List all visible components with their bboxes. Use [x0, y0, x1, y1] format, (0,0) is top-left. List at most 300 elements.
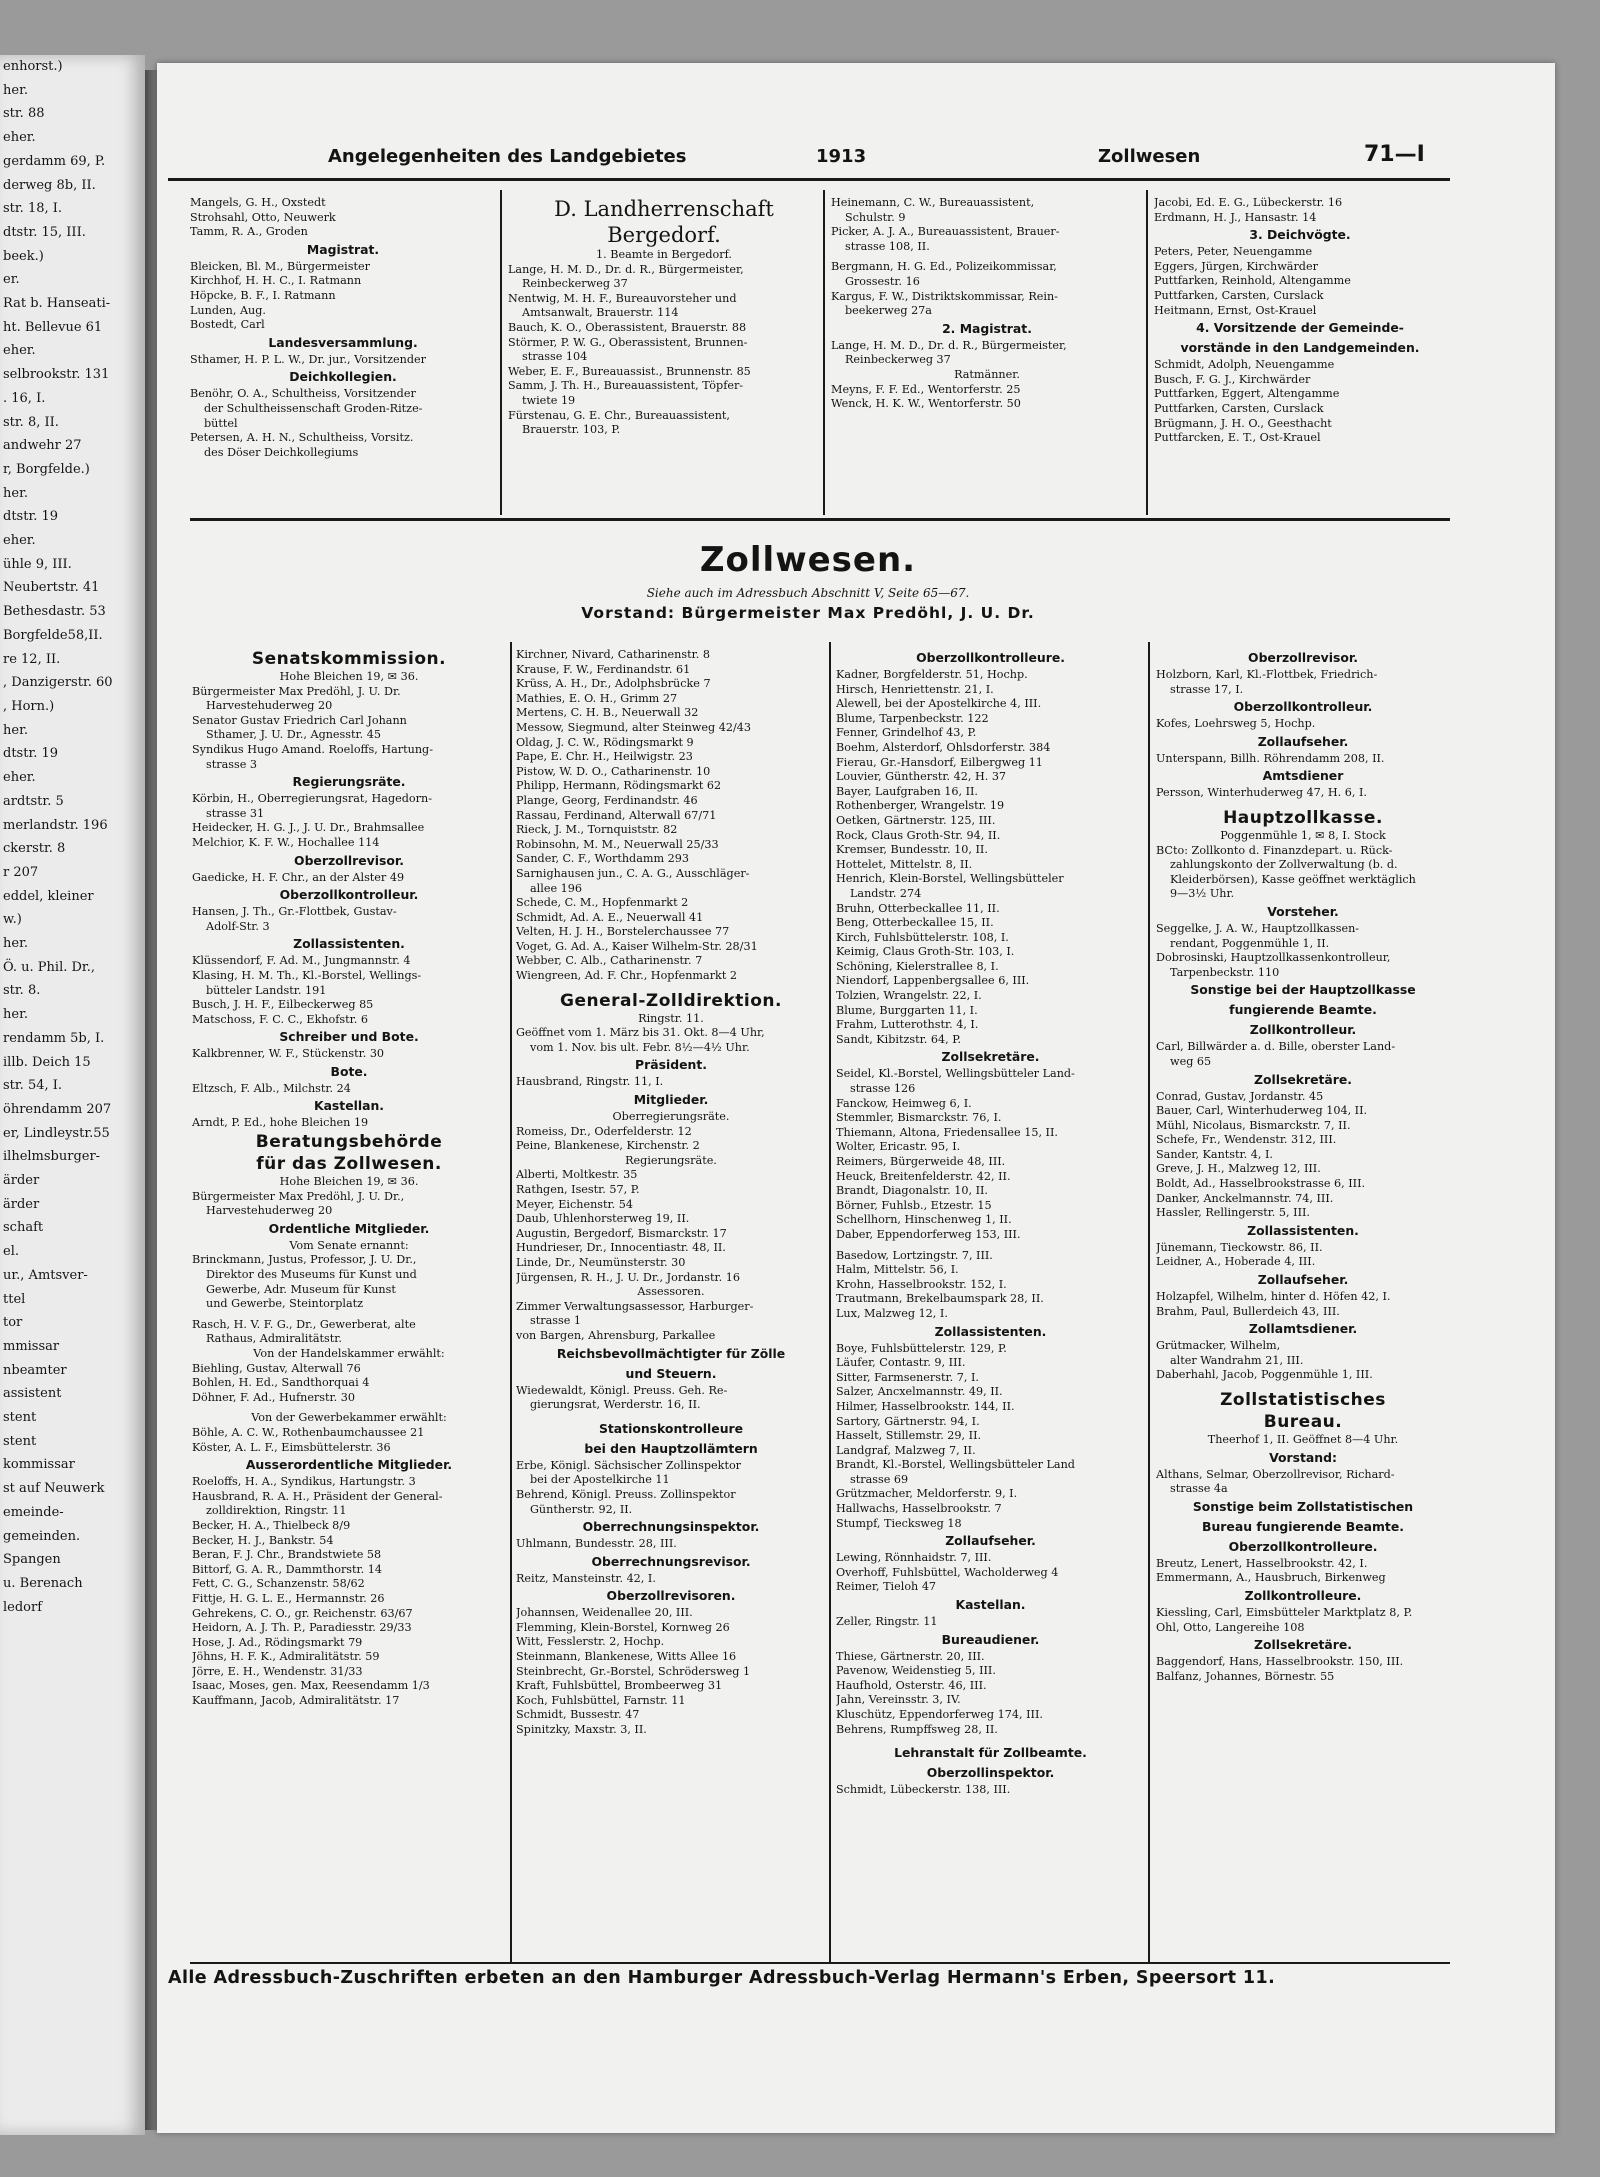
facing-page-line: assistent	[3, 1386, 62, 1402]
directory-entry: Hansen, J. Th., Gr.-Flottbek, Gustav-	[192, 905, 397, 919]
directory-entry: Becker, H. A., Thielbeck 8/9	[192, 1518, 351, 1532]
facing-page-fragment	[0, 55, 145, 2135]
directory-entry: Sander, C. F., Worthdamm 293	[516, 852, 689, 866]
centered-note: Theerhof 1, II. Geöffnet 8—4 Uhr.	[1207, 1433, 1399, 1446]
directory-entry: Sander, Kantstr. 4, I.	[1156, 1147, 1273, 1161]
directory-entry: Ohl, Otto, Langereihe 108	[1156, 1620, 1305, 1634]
subsection-heading: Oberzollrevisor.	[1248, 650, 1358, 665]
directory-entry: Velten, H. J. H., Borstelerchaussee 77	[516, 925, 730, 939]
facing-page-line: w.)	[3, 912, 22, 928]
directory-entry: Jünemann, Tieckowstr. 86, II.	[1156, 1240, 1323, 1254]
directory-entry: Daberhahl, Jacob, Poggenmühle 1, III.	[1156, 1368, 1373, 1382]
directory-entry: Schmidt, Ad. A. E., Neuerwall 41	[516, 910, 704, 924]
centered-note: Von der Gewerbekammer erwählt:	[251, 1411, 447, 1425]
directory-entry: Johannsen, Weidenallee 20, III.	[516, 1606, 693, 1620]
subsection-heading: Bureaudiener.	[941, 1631, 1040, 1647]
directory-entry: Blume, Tarpenbeckstr. 122	[836, 711, 989, 725]
directory-entry: Eltzsch, F. Alb., Milchstr. 24	[192, 1081, 351, 1095]
facing-page-line: eher.	[3, 130, 36, 146]
subsection-heading: vorstände in den Landgemeinden.	[1180, 340, 1420, 356]
directory-entry: Puttfarken, Carsten, Curslack	[1154, 401, 1324, 415]
bottom-column-3	[836, 648, 1145, 1960]
facing-page-line: rendamm 5b, I.	[3, 1030, 105, 1046]
directory-entry: Busch, J. H. F., Eilbeckerweg 85	[192, 998, 374, 1012]
directory-entry: Bauer, Carl, Winterhuderweg 104, II.	[1156, 1104, 1368, 1118]
directory-entry: von Bargen, Ahrensburg, Parkallee	[516, 1328, 716, 1342]
directory-entry: Bergmann, H. G. Ed., Polizeikommissar,	[831, 260, 1057, 274]
directory-entry: Emmermann, A., Hausbruch, Birkenweg	[1156, 1571, 1386, 1585]
directory-entry: Keimig, Claus Groth-Str. 103, I.	[836, 945, 1015, 959]
directory-entry: Henrich, Klein-Borstel, Wellingsbütteler	[836, 872, 1064, 886]
directory-entry: Koch, Fuhlsbüttel, Farnstr. 11	[516, 1693, 686, 1707]
directory-entry: Wiedewaldt, Königl. Preuss. Geh. Re-	[516, 1383, 728, 1397]
directory-entry: Fierau, Gr.-Hansdorf, Eilbergweg 11	[836, 755, 1043, 769]
directory-entry: Lewing, Rönnhaidstr. 7, III.	[836, 1551, 992, 1565]
subsection-heading: Oberzollkontrolleure.	[1228, 1538, 1378, 1554]
directory-entry: Hundrieser, Dr., Innocentiastr. 48, II.	[516, 1241, 726, 1255]
facing-page-line: str. 18, I.	[3, 201, 63, 217]
facing-page-line: schaft	[3, 1220, 44, 1236]
facing-page-line: ht. Bellevue 61	[3, 319, 103, 335]
facing-page-line: derweg 8b, II.	[3, 177, 96, 193]
subsection-heading: Ordentliche Mitglieder.	[268, 1220, 430, 1236]
directory-entry: Höpcke, B. F., I. Ratmann	[190, 288, 336, 302]
publisher-footer: Alle Adressbuch-Zuschriften erbeten an den Hamburger Adressbuch-Verlag Hermann's Erben, Speersort 11.	[168, 1968, 1276, 1988]
facing-page-line: gemeinden.	[3, 1528, 81, 1544]
directory-entry: Senator Gustav Friedrich Carl Johann	[192, 713, 407, 727]
directory-entry: Kargus, F. W., Distriktskommissar, Rein-	[831, 289, 1058, 303]
directory-entry: Erbe, Königl. Sächsischer Zollinspektor	[516, 1458, 742, 1472]
column-divider	[1148, 642, 1150, 1962]
directory-entry: Samm, J. Th. H., Bureauassistent, Töpfer-	[508, 379, 744, 393]
subsection-heading: bei den Hauptzollämtern	[584, 1440, 758, 1456]
directory-entry: Tamm, R. A., Groden	[190, 225, 308, 239]
directory-entry: Wolter, Ericastr. 95, I.	[836, 1140, 961, 1154]
directory-entry: Conrad, Gustav, Jordanstr. 45	[1156, 1089, 1324, 1103]
directory-entry: Hallwachs, Hasselbrookstr. 7	[836, 1502, 1002, 1516]
directory-entry: Hasselt, Stillemstr. 29, II.	[836, 1429, 982, 1443]
centered-note: 1. Beamte in Bergedorf.	[596, 248, 732, 261]
directory-entry: Witt, Fesslerstr. 2, Hochp.	[516, 1635, 665, 1649]
directory-entry: Grossestr. 16	[845, 274, 920, 288]
directory-entry: Brahm, Paul, Bullerdeich 43, III.	[1156, 1304, 1340, 1318]
subsection-heading: Oberzollrevisoren.	[606, 1588, 736, 1604]
directory-entry: Brandt, Diagonalstr. 10, II.	[836, 1184, 988, 1198]
subsection-heading: Zollsekretäre.	[1253, 1637, 1353, 1653]
facing-page-line: dtstr. 19	[3, 509, 59, 525]
facing-page-line: nbeamter	[3, 1362, 67, 1378]
facing-page-line: , Danzigerstr. 60	[3, 675, 113, 691]
top-column-4	[1154, 196, 1446, 518]
directory-entry: Mangels, G. H., Oxstedt	[190, 196, 326, 209]
directory-entry: Puttfarken, Reinhold, Altengamme	[1154, 274, 1351, 288]
bottom-column-4	[1156, 648, 1450, 1960]
directory-entry: Schefe, Fr., Wendenstr. 312, III.	[1156, 1133, 1337, 1147]
directory-entry: Bruhn, Otterbeckallee 11, II.	[836, 901, 1000, 915]
subsection-heading: Zollamtsdiener.	[1248, 1321, 1358, 1337]
directory-entry: Behrens, Rumpffsweg 28, II.	[836, 1722, 998, 1736]
facing-page-line: andwehr 27	[3, 438, 82, 454]
directory-entry: Oetken, Gärtnerstr. 125, III.	[836, 813, 996, 827]
directory-entry: Petersen, A. H. N., Schultheiss, Vorsitz.	[190, 431, 414, 445]
facing-page-line: mmissar	[3, 1338, 60, 1354]
facing-page-line: ledorf	[3, 1599, 43, 1615]
directory-entry: Persson, Winterhuderweg 47, H. 6, I.	[1156, 786, 1367, 800]
directory-entry: Sartory, Gärtnerstr. 94, I.	[836, 1414, 980, 1428]
subsection-heading: Zollaufseher.	[1257, 1272, 1349, 1288]
directory-entry: Stumpf, Tiecksweg 18	[836, 1516, 962, 1530]
directory-entry: Harvestehuderweg 20	[206, 699, 333, 713]
directory-entry: der Schultheissenschaft Groden-Ritze-	[204, 401, 423, 415]
centered-note: Poggenmühle 1, ✉ 8, I. Stock	[1220, 828, 1386, 842]
directory-entry: Rassau, Ferdinand, Alterwall 67/71	[516, 808, 717, 822]
directory-entry: des Döser Deichkollegiums	[204, 445, 359, 459]
directory-entry: Sthamer, H. P. L. W., Dr. jur., Vorsitzender	[190, 352, 426, 366]
directory-entry: Köster, A. L. F., Eimsbüttelerstr. 36	[192, 1440, 391, 1454]
directory-entry: Klüssendorf, F. Ad. M., Jungmannstr. 4	[192, 954, 411, 968]
centered-note: Ratmänner.	[954, 367, 1020, 381]
directory-entry: Krohn, Hasselbrookstr. 152, I.	[836, 1277, 1007, 1291]
directory-entry: Läufer, Contastr. 9, III.	[836, 1356, 966, 1370]
directory-entry: Heidecker, H. G. J., J. U. Dr., Brahmsallee	[192, 821, 425, 835]
directory-entry: Grützmacher, Meldorferstr. 9, I.	[836, 1487, 1018, 1501]
directory-entry: Boye, Fuhlsbüttelerstr. 129, P.	[836, 1341, 1007, 1355]
directory-entry: Klasing, H. M. Th., Kl.-Borstel, Wellings-	[192, 968, 422, 982]
facing-page-line: re 12, II.	[3, 651, 61, 667]
directory-entry: Alberti, Moltkestr. 35	[516, 1168, 638, 1182]
directory-entry: Linde, Dr., Neumünsterstr. 30	[516, 1255, 686, 1269]
centered-note: Ringstr. 11.	[638, 1011, 704, 1025]
directory-entry: Gehrekens, C. O., gr. Reichenstr. 63/67	[192, 1606, 413, 1620]
directory-entry: Kremser, Bundesstr. 10, II.	[836, 843, 988, 857]
directory-entry: Nentwig, M. H. F., Bureauvorsteher und	[508, 291, 737, 305]
facing-page-line: ärder	[3, 1196, 40, 1212]
directory-entry: Mühl, Nicolaus, Bismarckstr. 7, II.	[1156, 1118, 1351, 1132]
directory-entry: Hottelet, Mittelstr. 8, II.	[836, 857, 973, 871]
directory-entry: Uhlmann, Bundesstr. 28, III.	[516, 1537, 677, 1551]
directory-entry: Schede, C. M., Hopfenmarkt 2	[516, 896, 689, 910]
centered-note: Vom Senate ernannt:	[289, 1238, 409, 1252]
directory-entry: Weber, E. F., Bureauassist., Brunnenstr. 85	[508, 364, 751, 378]
directory-entry: Trautmann, Brekelbaumspark 28, II.	[836, 1292, 1044, 1306]
directory-entry: Behrend, Königl. Preuss. Zollinspektor	[516, 1487, 736, 1501]
district-heading: Bergedorf.	[607, 223, 721, 247]
directory-entry: Stemmler, Bismarckstr. 76, I.	[836, 1111, 1002, 1125]
directory-entry: Greve, J. H., Malzweg 12, III.	[1156, 1162, 1321, 1176]
facing-page-line: stent	[3, 1410, 37, 1426]
directory-entry: Rathaus, Admiralitätstr.	[206, 1332, 342, 1346]
head-rule	[168, 178, 1450, 181]
directory-entry: Schellhorn, Hinschenweg 1, II.	[836, 1213, 1012, 1227]
directory-entry: Louvier, Güntherstr. 42, H. 37	[836, 770, 1007, 784]
directory-entry: Güntherstr. 92, II.	[530, 1502, 633, 1516]
directory-entry: Erdmann, H. J., Hansastr. 14	[1154, 210, 1317, 224]
subsection-heading: Bote.	[330, 1063, 368, 1079]
directory-entry: Krause, F. W., Ferdinandstr. 61	[516, 662, 691, 676]
subsection-heading: Präsident.	[635, 1057, 707, 1073]
subsection-heading: Vorstand:	[1269, 1449, 1337, 1465]
section-title: Zollwesen.	[699, 540, 917, 580]
directory-entry: Fürstenau, G. E. Chr., Bureauassistent,	[508, 408, 730, 422]
centered-note: Regierungsräte.	[625, 1153, 717, 1167]
directory-entry: Frahm, Lutterothstr. 4, I.	[836, 1018, 979, 1032]
facing-page-line: str. 54, I.	[3, 1078, 63, 1094]
directory-entry: Syndikus Hugo Amand. Roeloffs, Hartung-	[192, 742, 433, 756]
subsection-heading: Zollkontrolleur.	[1249, 1022, 1357, 1038]
directory-entry: Becker, H. J., Bankstr. 54	[192, 1533, 334, 1547]
subsection-heading: Oberzollinspektor.	[926, 1765, 1055, 1781]
directory-entry: Fenner, Grindelhof 43, P.	[836, 726, 977, 740]
subsection-heading: Ausserordentliche Mitglieder.	[245, 1457, 453, 1473]
directory-entry: Fett, C. G., Schanzenstr. 58/62	[192, 1577, 365, 1591]
facing-page-line: her.	[3, 485, 28, 501]
directory-entry: Reitz, Mansteinstr. 42, I.	[516, 1571, 656, 1585]
directory-entry: Strohsahl, Otto, Neuwerk	[190, 210, 336, 224]
directory-entry: Basedow, Lortzingstr. 7, III.	[836, 1248, 993, 1262]
directory-entry: Bürgermeister Max Predöhl, J. U. Dr.,	[192, 1189, 405, 1203]
directory-entry: zahlungskonto der Zollverwaltung (b. d.	[1170, 858, 1398, 872]
directory-entry: Hausbrand, Ringstr. 11, I.	[516, 1075, 664, 1089]
directory-entry: Sarnighausen jun., C. A. G., Ausschläger-	[516, 866, 750, 880]
directory-entry: büttel	[204, 416, 238, 430]
directory-entry: Holzborn, Karl, Kl.-Flottbek, Friedrich-	[1156, 668, 1378, 681]
facing-page-line: enhorst.)	[3, 59, 63, 74]
facing-page-line: st auf Neuwerk	[3, 1481, 105, 1497]
facing-page-line: dtstr. 19	[3, 746, 59, 762]
directory-entry: Pistow, W. D. O., Catharinenstr. 10	[516, 764, 711, 778]
directory-entry: Heitmann, Ernst, Ost-Krauel	[1154, 303, 1317, 317]
facing-page-line: u. Berenach	[3, 1576, 83, 1591]
directory-entry: Reinbeckerweg 37	[845, 353, 951, 367]
directory-entry: Melchior, K. F. W., Hochallee 114	[192, 835, 380, 849]
top-column-3	[831, 196, 1143, 518]
directory-entry: Kirchner, Nivard, Catharinenstr. 8	[516, 648, 710, 661]
directory-entry: strasse 126	[850, 1082, 916, 1096]
facing-page-line: ur., Amtsver-	[3, 1267, 88, 1283]
directory-entry: Zeller, Ringstr. 11	[836, 1615, 938, 1629]
facing-page-line: beek.)	[3, 248, 44, 264]
directory-entry: Balfanz, Johannes, Börnestr. 55	[1156, 1669, 1335, 1683]
directory-entry: Blume, Burggarten 11, I.	[836, 1003, 978, 1017]
facing-page-line: dtstr. 15, III.	[3, 224, 86, 240]
directory-entry: Breutz, Lenert, Hasselbrookstr. 42, I.	[1156, 1556, 1368, 1570]
directory-entry: Webber, C. Alb., Catharinenstr. 7	[516, 954, 703, 968]
subsection-heading: Magistrat.	[306, 241, 380, 257]
facing-page-line: ckerstr. 8	[3, 841, 66, 857]
directory-entry: Roeloffs, H. A., Syndikus, Hartungstr. 3	[192, 1475, 416, 1489]
top-column-2	[508, 196, 820, 518]
directory-entry: Schöning, Kielerstrallee 8, I.	[836, 959, 999, 973]
directory-entry: Haufhold, Osterstr. 46, III.	[836, 1678, 987, 1692]
directory-entry: Brügmann, J. H. O., Geesthacht	[1154, 416, 1332, 430]
facing-page-line: er.	[3, 272, 20, 288]
directory-entry: Eggers, Jürgen, Kirchwärder	[1154, 259, 1318, 273]
directory-entry: strasse 1	[530, 1314, 582, 1328]
facing-page-line: ilhelmsburger-	[3, 1149, 101, 1165]
directory-entry: Flemming, Klein-Borstel, Kornweg 26	[516, 1620, 730, 1634]
directory-entry: Kirchhof, H. H. C., I. Ratmann	[190, 274, 362, 288]
directory-entry: Brandt, Kl.-Borstel, Wellingsbütteler Land	[836, 1458, 1075, 1472]
subsection-heading: Oberzollkontrolleur.	[279, 887, 419, 903]
directory-entry: Halm, Mittelstr. 56, I.	[836, 1263, 959, 1277]
directory-entry: Bittorf, G. A. R., Dammthorstr. 14	[192, 1562, 383, 1576]
subsection-heading: Amtsdiener	[1262, 768, 1344, 784]
subsection-heading: Landesversammlung.	[268, 334, 418, 350]
book-gutter	[145, 70, 157, 2130]
directory-entry: Lunden, Aug.	[190, 303, 266, 317]
directory-entry: Landstr. 274	[850, 886, 922, 900]
subsection-heading: Zollsekretäre.	[941, 1049, 1040, 1065]
facing-page-line: Rat b. Hanseati-	[3, 296, 111, 312]
column-divider	[500, 190, 502, 515]
subsection-heading: Zollassistenten.	[293, 936, 405, 952]
subsection-heading: Zollassistenten.	[934, 1323, 1047, 1339]
directory-entry: Harvestehuderweg 20	[206, 1204, 333, 1218]
directory-entry: Beran, F. J. Chr., Brandstwiete 58	[192, 1548, 382, 1562]
running-head-section: Zollwesen	[1098, 146, 1201, 167]
facing-page-line: selbrookstr. 131	[3, 367, 110, 383]
subsection-heading: Zollkontrolleure.	[1244, 1587, 1362, 1603]
directory-entry: Wenck, H. K. W., Wentorferstr. 50	[831, 397, 1021, 411]
centered-note: Hohe Bleichen 19, ✉ 36.	[279, 1175, 419, 1189]
directory-entry: Niendorf, Lappenbergsallee 6, III.	[836, 974, 1030, 988]
directory-entry: Picker, A. J. A., Bureauassistent, Brauer-	[831, 225, 1060, 239]
directory-entry: Boldt, Ad., Hasselbrookstrasse 6, III.	[1156, 1177, 1366, 1191]
running-head-title: Angelegenheiten des Landgebietes	[328, 146, 687, 167]
facing-page-line: ühle 9, III.	[3, 556, 72, 572]
subsection-heading: Schreiber und Bote.	[279, 1029, 419, 1045]
directory-entry: Körbin, H., Oberregierungsrat, Hagedorn-	[192, 792, 432, 806]
bottom-column-2	[516, 648, 826, 1960]
directory-entry: Landgraf, Malzweg 7, II.	[836, 1443, 976, 1457]
subsection-heading: Zollaufseher.	[1257, 733, 1349, 749]
bottom-column-1	[192, 648, 506, 1960]
directory-entry: bütteler Landstr. 191	[206, 983, 327, 997]
directory-entry: Grütmacker, Wilhelm,	[1156, 1339, 1281, 1353]
directory-entry: 9—3½ Uhr.	[1170, 887, 1235, 901]
directory-entry: bei der Apostelkirche 11	[530, 1473, 670, 1487]
directory-entry: Robinsohn, M. M., Neuerwall 25/33	[516, 837, 719, 851]
subsection-heading: Reichsbevollmächtigter für Zölle	[556, 1345, 786, 1361]
directory-entry: Bostedt, Carl	[190, 318, 265, 332]
directory-entry: Philipp, Hermann, Rödingsmarkt 62	[516, 779, 722, 793]
facing-page-line: Ö. u. Phil. Dr.,	[3, 959, 95, 975]
subsection-heading: Oberrechnungsrevisor.	[591, 1553, 751, 1569]
top-column-1	[190, 196, 496, 518]
directory-entry: Puttfarcken, E. T., Ost-Krauel	[1154, 431, 1321, 445]
directory-entry: Augustin, Bergedorf, Bismarckstr. 17	[516, 1226, 727, 1240]
directory-entry: Kluschütz, Eppendorferweg 174, III.	[836, 1708, 1043, 1721]
column-divider	[510, 642, 512, 1962]
directory-entry: Benöhr, O. A., Schultheiss, Vorsitzender	[190, 387, 416, 401]
directory-entry: Daber, Eppendorferweg 153, III.	[836, 1227, 1021, 1241]
directory-entry: Thiemann, Altona, Friedensallee 15, II.	[836, 1125, 1058, 1139]
directory-entry: vom 1. Nov. bis ult. Febr. 8½—4½ Uhr.	[530, 1040, 750, 1054]
directory-entry: Böhle, A. C. W., Rothenbaumchaussee 21	[192, 1425, 425, 1439]
facing-page-line: eher.	[3, 770, 36, 786]
directory-entry: Schmidt, Bussestr. 47	[516, 1708, 640, 1722]
subsection-heading: 3. Deichvögte.	[1249, 227, 1351, 243]
directory-entry: Gaedicke, H. F. Chr., an der Alster 49	[192, 870, 405, 884]
directory-entry: allee 196	[530, 881, 582, 895]
directory-entry: Kraft, Fuhlsbüttel, Brombeerweg 31	[516, 1679, 723, 1693]
directory-entry: Dobrosinski, Hauptzollkassenkontrolleur,	[1156, 951, 1391, 965]
directory-entry: Lange, H. M. D., Dr. d. R., Bürgermeister,	[831, 338, 1067, 352]
facing-page-line: eddel, kleiner	[3, 888, 94, 904]
column-divider	[1146, 190, 1148, 515]
facing-page-line: Bethesdastr. 53	[3, 604, 106, 620]
column-divider	[829, 642, 831, 1962]
directory-entry: Danker, Anckelmannstr. 74, III.	[1156, 1191, 1334, 1205]
directory-entry: strasse 3	[206, 757, 258, 771]
page-number: 71—I	[1364, 142, 1425, 167]
facing-page-line: el.	[3, 1244, 19, 1260]
directory-entry: Oldag, J. C. W., Rödingsmarkt 9	[516, 735, 694, 749]
directory-entry: strasse 104	[522, 350, 588, 364]
centered-note: Von der Handelskammer erwählt:	[253, 1347, 445, 1360]
facing-page-line: . 16, I.	[3, 390, 46, 406]
centered-note: Assessoren.	[637, 1285, 705, 1299]
authority-heading: General-Zolldirektion.	[560, 990, 782, 1011]
facing-page-line: öhrendamm 207	[3, 1101, 112, 1117]
section-rule	[190, 518, 1450, 521]
directory-entry: Holzapfel, Wilhelm, hinter d. Höfen 42, I.	[1156, 1290, 1391, 1304]
subsection-heading: Kastellan.	[955, 1597, 1026, 1613]
directory-entry: Daub, Uhlenhorsterweg 19, II.	[516, 1212, 690, 1226]
directory-entry: Voget, G. Ad. A., Kaiser Wilhelm-Str. 28/31	[516, 939, 758, 953]
directory-entry: strasse 17, I.	[1170, 682, 1244, 696]
directory-entry: Heinemann, C. W., Bureauassistent,	[831, 196, 1035, 209]
directory-entry: Tolzien, Wrangelstr. 22, I.	[836, 989, 982, 1003]
directory-entry: Pape, E. Chr. H., Heilwigstr. 23	[516, 750, 693, 764]
subsection-heading: Zollsekretäre.	[1253, 1071, 1353, 1087]
directory-entry: Gewerbe, Adr. Museum für Kunst	[206, 1282, 396, 1296]
directory-entry: Spinitzky, Maxstr. 3, II.	[516, 1723, 647, 1737]
authority-heading: Zollstatistisches	[1220, 1390, 1386, 1410]
authority-heading: Bureau.	[1263, 1412, 1343, 1432]
directory-entry: Fanckow, Heimweg 6, I.	[836, 1096, 972, 1110]
facing-page-line: eher.	[3, 343, 36, 359]
directory-entry: Peine, Blankenese, Kirchenstr. 2	[516, 1139, 700, 1153]
directory-entry: BCto: Zollkonto d. Finanzdepart. u. Rück-	[1156, 843, 1393, 857]
subsection-heading: Sonstige bei der Hauptzollkasse	[1190, 982, 1416, 998]
directory-entry: Puttfarken, Carsten, Curslack	[1154, 288, 1324, 302]
directory-entry: Rothenberger, Wrangelstr. 19	[836, 799, 1005, 813]
facing-page-line: emeinde-	[3, 1504, 64, 1520]
subsection-heading: Kastellan.	[313, 1098, 385, 1114]
facing-page-line: merlandstr. 196	[3, 817, 108, 833]
directory-entry: Mertens, C. H. B., Neuerwall 32	[516, 706, 699, 720]
column-divider	[823, 190, 825, 515]
directory-entry: Lux, Malzweg 12, I.	[836, 1306, 948, 1320]
directory-entry: Arndt, P. Ed., hohe Bleichen 19	[192, 1116, 369, 1130]
facing-page-line: r 207	[3, 864, 39, 880]
directory-entry: Matschoss, F. C. C., Ekhofstr. 6	[192, 1012, 369, 1026]
authority-heading: Hauptzollkasse.	[1223, 807, 1383, 828]
directory-entry: Messow, Siegmund, alter Steinweg 42/43	[516, 720, 751, 734]
directory-entry: Meyns, F. F. Ed., Wentorferstr. 25	[831, 382, 1021, 396]
directory-entry: weg 65	[1170, 1054, 1212, 1068]
directory-entry: strasse 108, II.	[845, 239, 930, 253]
directory-entry: Zimmer Verwaltungsassessor, Harburger-	[516, 1299, 754, 1313]
directory-entry: Börner, Fuhlsb., Etzestr. 15	[836, 1198, 992, 1212]
centered-note: Hohe Bleichen 19, ✉ 36.	[279, 670, 419, 683]
facing-page-line: str. 8, II.	[3, 414, 59, 430]
directory-entry: Pavenow, Weidenstieg 5, III.	[836, 1664, 996, 1678]
subsection-heading: Stationskontrolleure	[598, 1420, 744, 1436]
directory-entry: Romeiss, Dr., Oderfelderstr. 12	[516, 1124, 692, 1138]
directory-entry: Steinmann, Blankenese, Witts Allee 16	[516, 1650, 737, 1664]
